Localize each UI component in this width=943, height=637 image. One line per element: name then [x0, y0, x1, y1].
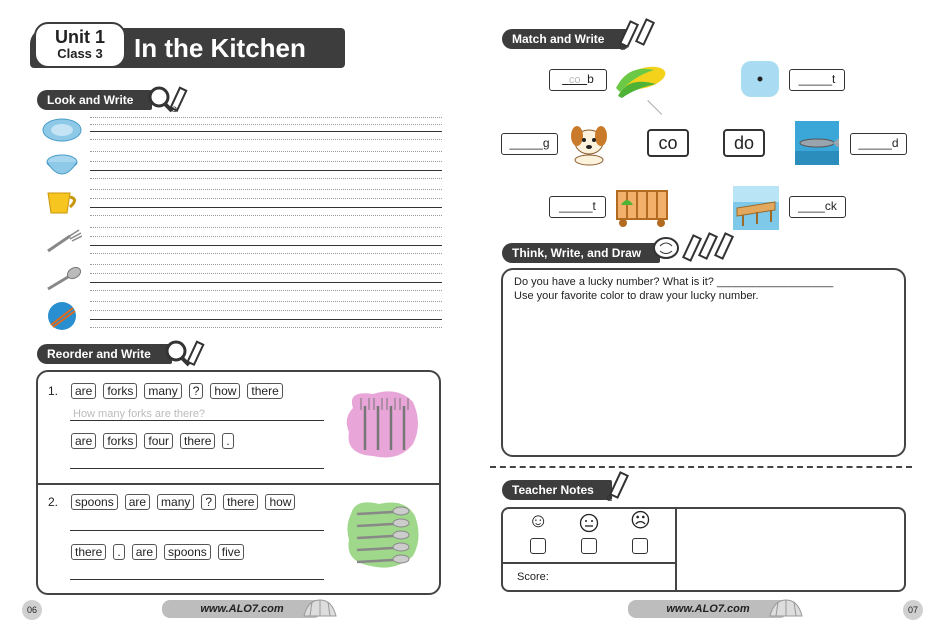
section-banner-match-write: Match and Write: [502, 29, 627, 49]
magnifier-pencil-icon: [145, 84, 191, 119]
word-tile[interactable]: there: [180, 433, 215, 449]
shell-icon: [766, 596, 806, 625]
divider: [38, 483, 439, 485]
word-tile[interactable]: forks: [103, 433, 137, 449]
checkbox-smile[interactable]: [530, 538, 546, 554]
svg-text:e: e: [171, 104, 178, 114]
row-divider: [503, 562, 675, 564]
match-box-ck[interactable]: ____ck: [789, 196, 846, 218]
spoons-image: [343, 498, 421, 575]
teacher-notes-table: [501, 507, 906, 592]
section-banner-teacher-notes: Teacher Notes: [502, 480, 612, 500]
word-tile[interactable]: .: [222, 433, 233, 449]
word-tile[interactable]: forks: [103, 383, 137, 399]
bowl-icon: [45, 152, 79, 185]
word-tile[interactable]: there: [71, 544, 106, 560]
match-box-t2[interactable]: _____t: [549, 196, 606, 218]
word-tile[interactable]: there: [247, 383, 282, 399]
word-tile[interactable]: many: [157, 494, 194, 510]
word-tile[interactable]: are: [71, 433, 96, 449]
plate-icon: [42, 117, 82, 148]
think-draw-box[interactable]: [501, 268, 906, 457]
dog-image: [565, 120, 615, 171]
q1-hint-answer: How many forks are there?: [73, 408, 206, 420]
fork-icon: [46, 228, 82, 259]
answer-line[interactable]: [70, 579, 324, 580]
word-tile[interactable]: spoons: [164, 544, 211, 560]
writing-lines: [90, 115, 442, 330]
svg-text:e: e: [619, 40, 626, 52]
q1-words-a: [71, 382, 290, 400]
forks-image: [343, 388, 421, 465]
word-tile[interactable]: five: [218, 544, 245, 560]
word-tile[interactable]: ?: [189, 383, 204, 399]
look-write-area: [40, 115, 440, 330]
neutral-face-icon: [579, 513, 599, 538]
crib-image: [613, 185, 671, 234]
snowflake-image: [740, 60, 780, 103]
answer-line[interactable]: [70, 530, 324, 531]
score-label: Score:: [517, 571, 549, 583]
answer-line[interactable]: [70, 468, 324, 469]
word-tile[interactable]: how: [210, 383, 240, 399]
svg-text:e: e: [606, 491, 613, 503]
word-tile[interactable]: many: [144, 383, 181, 399]
class-label: Class 3: [57, 46, 103, 61]
match-box-t1[interactable]: _____t: [789, 69, 845, 91]
faces-column: [503, 509, 675, 564]
sad-face-icon: ☹: [630, 510, 651, 532]
word-tile[interactable]: spoons: [71, 494, 118, 510]
match-box-corn[interactable]: co b: [549, 69, 607, 91]
match-prefix-co[interactable]: co: [647, 129, 689, 157]
page-number-right: 07: [903, 600, 923, 620]
q2-words-a: [71, 493, 302, 511]
word-tile[interactable]: are: [125, 494, 150, 510]
q1-words-b: [71, 432, 241, 450]
answer-line[interactable]: [70, 420, 324, 421]
think-question: Do you have a lucky number? What is it? ___________________: [514, 276, 834, 288]
pencils-icon: [617, 18, 663, 57]
match-box-d[interactable]: _____d: [850, 133, 907, 155]
shell-icon: [300, 596, 340, 625]
section-banner-look-write: Look and Write: [37, 90, 152, 110]
word-tile[interactable]: are: [71, 383, 96, 399]
brain-pencils-icon: [652, 232, 738, 271]
smile-face-icon: ☺: [528, 510, 549, 532]
section-banner-reorder-write: Reorder and Write: [37, 344, 172, 364]
cup-icon: [46, 189, 80, 222]
unit-badge: [34, 22, 126, 68]
magnifier-pencil-icon: [162, 338, 208, 373]
chopsticks-icon: [46, 301, 78, 336]
word-tile[interactable]: how: [265, 494, 295, 510]
word-tile[interactable]: there: [223, 494, 258, 510]
word-tile[interactable]: four: [144, 433, 173, 449]
page-title: In the Kitchen: [134, 33, 306, 63]
dock-image: [733, 186, 779, 235]
word-tile[interactable]: ?: [201, 494, 216, 510]
match-box-g[interactable]: _____g: [501, 133, 558, 155]
match-prefix-do[interactable]: do: [723, 129, 765, 157]
q2-number: 2.: [48, 495, 59, 509]
corn-image: [614, 60, 668, 105]
fish-image: [795, 121, 839, 170]
reorder-box: [36, 370, 441, 595]
footer-url-right[interactable]: www.ALO7.com: [628, 600, 788, 618]
page-number-left: 06: [22, 600, 42, 620]
q2-words-b: [71, 543, 251, 561]
checkbox-sad[interactable]: [632, 538, 648, 554]
dashed-divider: [490, 466, 912, 468]
q1-number: 1.: [48, 384, 59, 398]
footer-url-left[interactable]: www.ALO7.com: [162, 600, 322, 618]
think-instruction: Use your favorite color to draw your lucky number.: [514, 290, 759, 302]
word-tile[interactable]: are: [132, 544, 157, 560]
section-banner-think-write-draw: Think, Write, and Draw: [502, 243, 660, 263]
pencil-icon: [605, 471, 633, 508]
unit-label: Unit 1: [54, 27, 105, 47]
spoon-icon: [46, 265, 82, 296]
notes-area[interactable]: [677, 509, 904, 590]
checkbox-neutral[interactable]: [581, 538, 597, 554]
word-tile[interactable]: .: [113, 544, 124, 560]
